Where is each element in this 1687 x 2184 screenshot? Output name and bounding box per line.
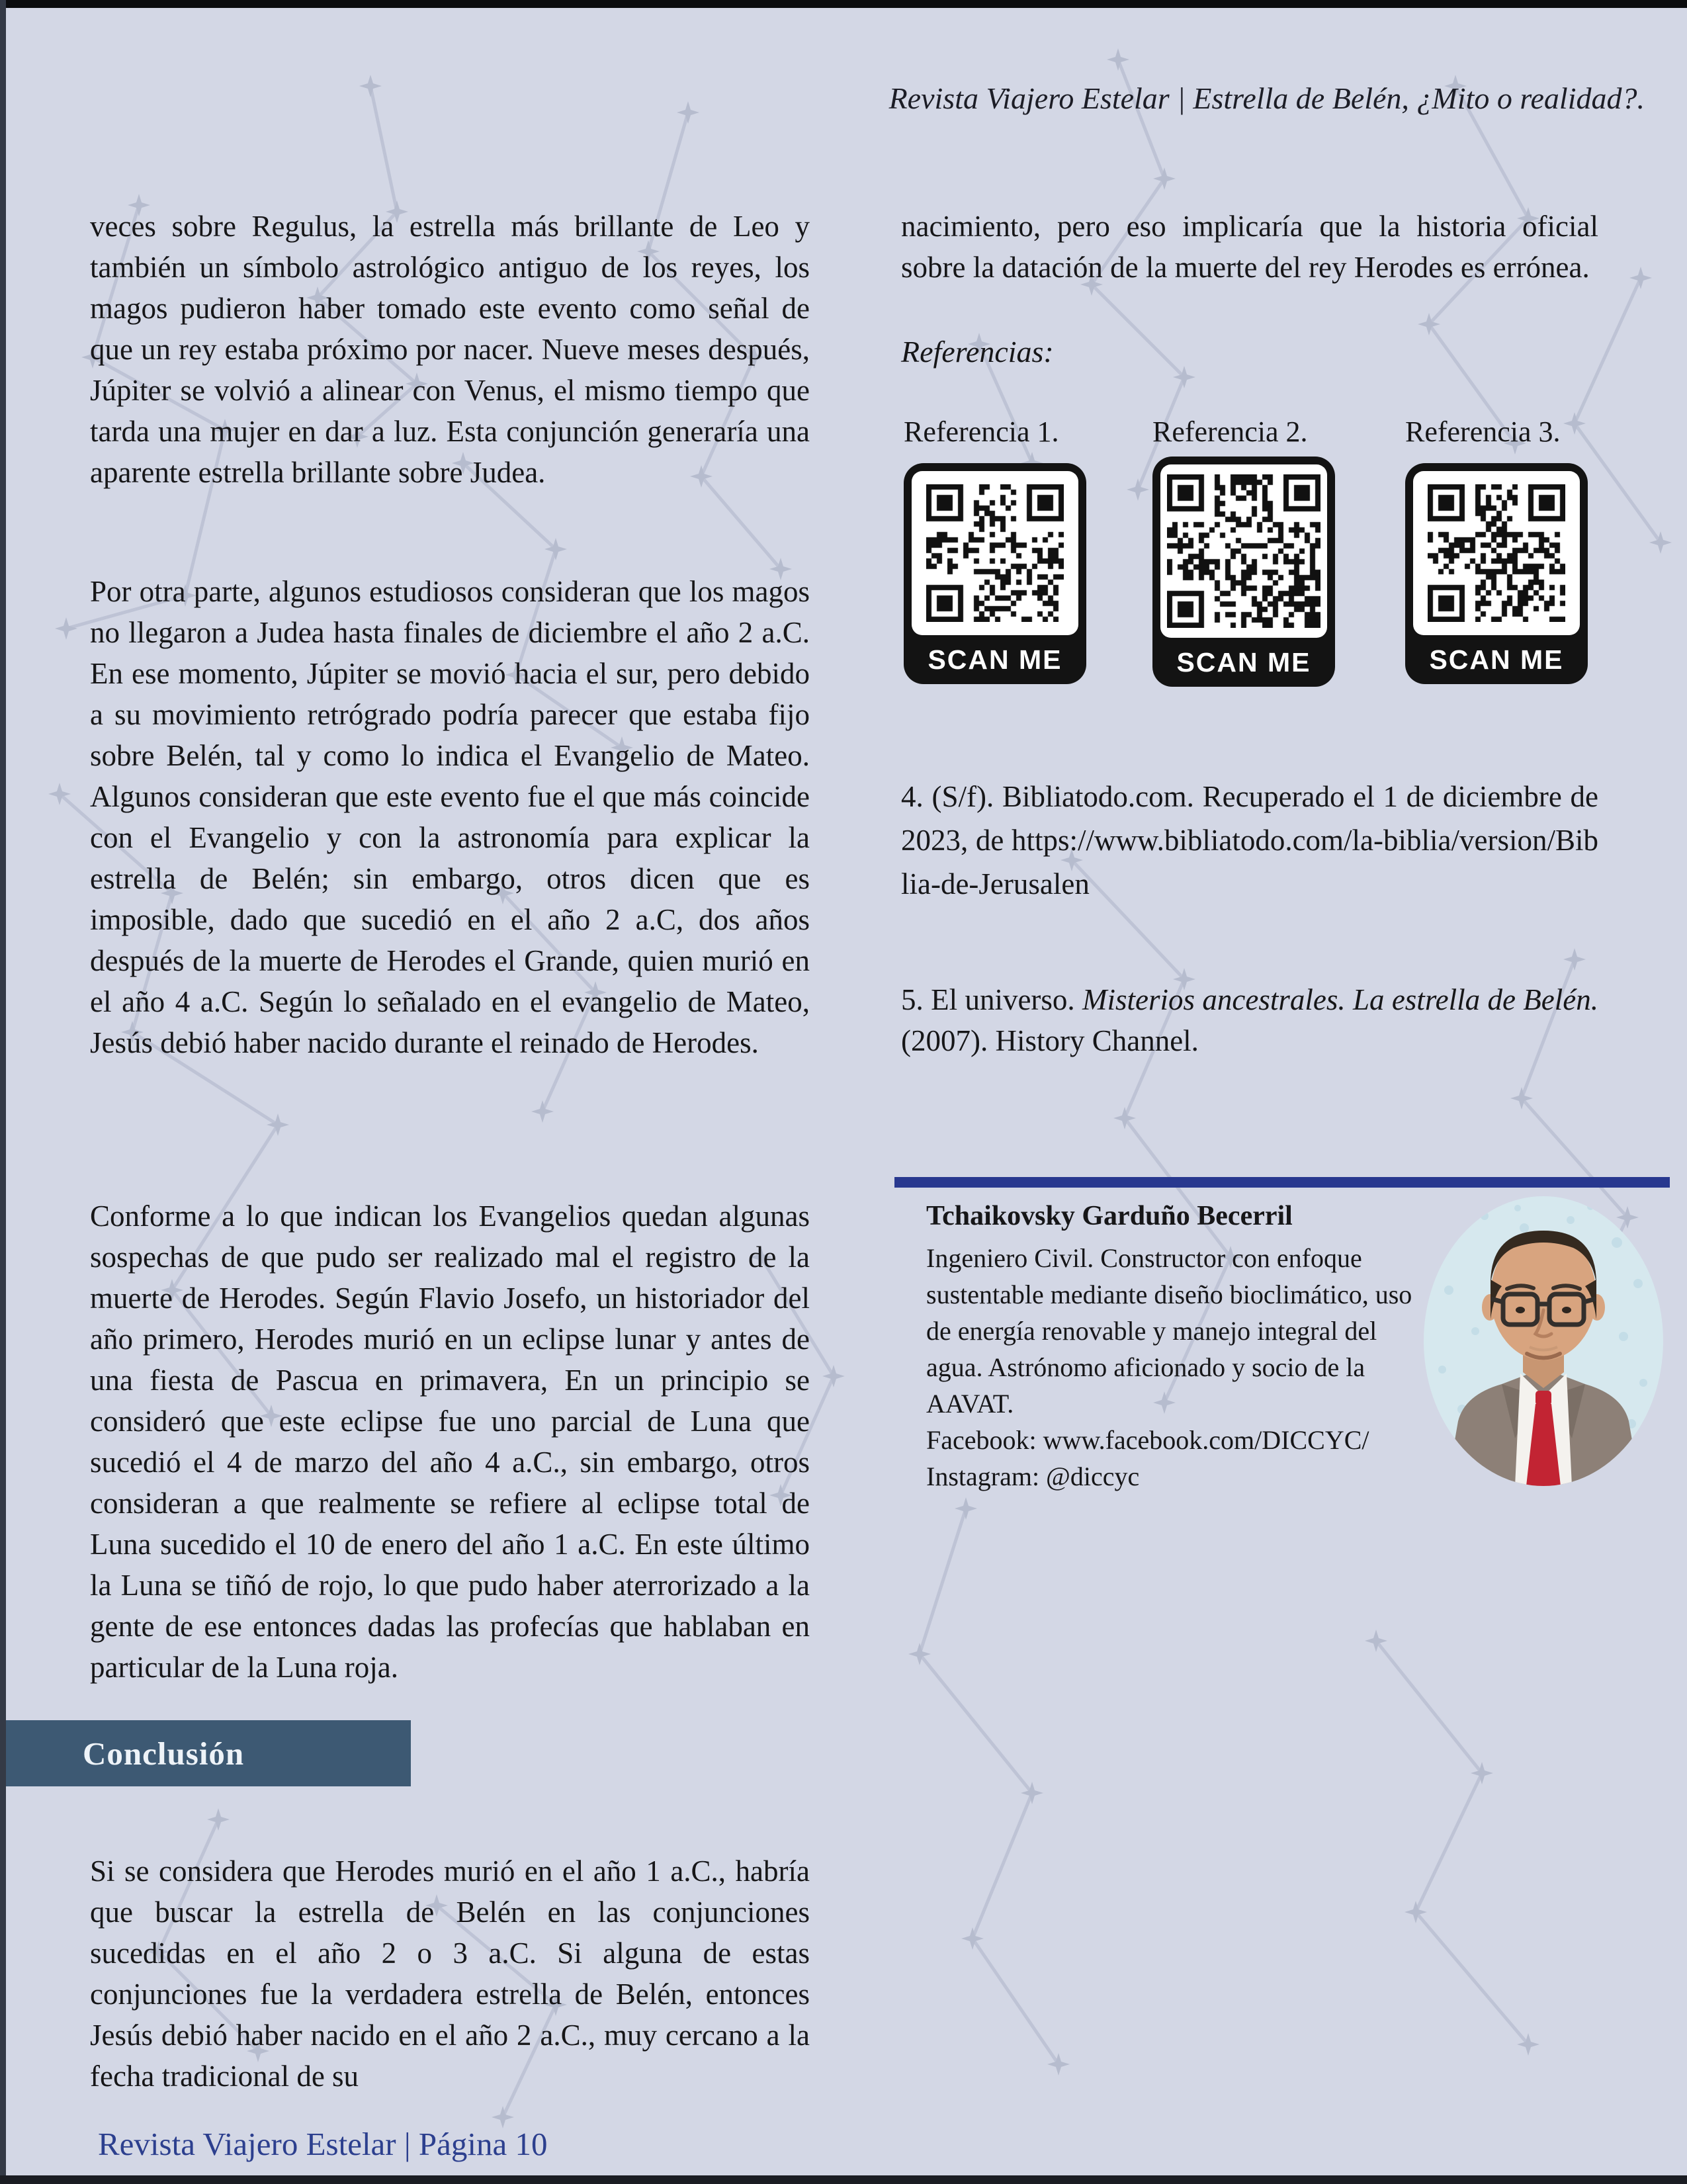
right-paragraph-1: nacimiento, pero eso implicaría que la historia oficial sobre la datación de la muerte del rey Herodes es errónea.	[901, 210, 1598, 284]
page-top-border	[0, 0, 1687, 8]
page-left-border	[0, 0, 6, 2184]
author-photo	[1424, 1196, 1663, 1486]
conclusion-section-bar	[6, 1720, 411, 1786]
qr-code-2	[1160, 464, 1327, 638]
qr-code-1	[912, 471, 1078, 635]
left-paragraph-2: Por otra parte, algunos estudiosos consideran que los magos no llegaron a Judea hasta finales de diciembre el año 2 a.C. En ese momento, Júpiter se movió hacia el sur, pero debido a su movimiento retrógrado podría parecer que estaba fijo sobre Belén, tal y como lo indica el Evangelio de Mateo. Algunos consideran que este evento fue el que más coincide con el Evangelio y con la astronomía para explicar la estrella de Belén; sin embargo, otros dicen que es imposible, dado que sucedió en el año 2 a.C, dos años después de la muerte de Herodes el Grande, quien murió en el año 4 a.C. Según lo señalado en el evangelio de Mateo, Jesús debió haber nacido durante el reinado de Herodes.	[90, 575, 810, 1059]
scan-me-label: SCAN ME	[1176, 646, 1311, 677]
author-bio-text: Ingeniero Civil. Constructor con enfoque sustentable mediante diseño bioclimático, uso de energía renovable y manejo integral del agua. Astrónomo aficionado y socio de la AAVAT.	[926, 1243, 1412, 1419]
author-facebook: Facebook: www.facebook.com/DICCYC/	[926, 1425, 1369, 1455]
author-name: Tchaikovsky Garduño Becerril	[926, 1201, 1293, 1231]
reference-3-caption: Referencia 3.	[1405, 415, 1561, 448]
left-paragraph-3: Conforme a lo que indican los Evangelios quedan algunas sospechas de que pudo ser realizado mal el registro de la muerte de Herodes. Según Flavio Josefo, un historiador del año primero, Herodes murió en un eclipse lunar y antes de una fiesta de Pascua en primavera, En un principio se consideró que este eclipse fue uno parcial de Luna que sucedió el 4 de marzo del año 4 a.C., sin embargo, otros consideran a que realmente se refiere al eclipse total de Luna sucedido el 10 de enero del año 1 a.C. En este último la Luna se tiñó de rojo, lo que pudo haber aterrorizado a la gente de ese entonces dadas las profecías que hablaban en particular de la Luna roja.	[90, 1200, 810, 1684]
qr-code-frame	[1405, 463, 1588, 684]
reference-3-qr-block	[1405, 417, 1588, 684]
reference-4-url: https://www.bibliatodo.com/la-biblia/version/Biblia-de-Jerusalen	[901, 824, 1598, 900]
page-bottom-border	[0, 2175, 1687, 2184]
header-title: Revista Viajero Estelar | Estrella de Belén, ¿Mito o realidad?.	[888, 81, 1645, 115]
left-paragraph-1: veces sobre Regulus, la estrella más brillante de Leo y también un símbolo astrológico antiguo de los reyes, los magos pudieron haber tomado este evento como señal de que un rey estaba próximo por nacer. Nueve meses después, Júpiter se volvió a alinear con Venus, el mismo tiempo que tarda una mujer en dar a luz. Esta conjunción generaría una aparente estrella brillante sobre Judea.	[90, 210, 810, 489]
reference-5-entry: 5. El universo. Misterios ancestrales. La estrella de Belén. (2007). History Channel.	[901, 983, 1598, 1057]
page-footer	[98, 2125, 548, 2163]
author-instagram: Instagram: @diccyc	[926, 1462, 1140, 1491]
reference-5-title: Misterios ancestrales. La estrella de Belén.	[1082, 983, 1598, 1016]
author-section-divider	[894, 1177, 1670, 1188]
scan-me-label: SCAN ME	[928, 644, 1062, 675]
conclusion-paragraph: Si se considera que Herodes murió en el año 1 a.C., habría que buscar la estrella de Belén en las conjunciones sucedidas en el año 2 o 3 a.C. Si alguna de estas conjunciones fue la verdadera estrella de Belén, entonces Jesús debió haber nacido en el año 2 a.C., muy cercano a la fecha tradicional de su	[90, 1855, 810, 2093]
scan-me-label: SCAN ME	[1429, 644, 1564, 675]
references-label: Referencias:	[901, 335, 1054, 369]
qr-code-frame	[1152, 457, 1335, 687]
reference-1-qr-block	[904, 417, 1086, 684]
author-bio-block	[926, 1199, 1430, 1495]
reference-2-qr-block	[1152, 417, 1335, 687]
footer-text: Revista Viajero Estelar | Página 10	[98, 2126, 548, 2162]
qr-code-3	[1413, 471, 1580, 635]
reference-1-caption: Referencia 1.	[904, 415, 1059, 448]
page-header	[695, 81, 1645, 116]
reference-2-caption: Referencia 2.	[1152, 415, 1308, 448]
reference-4-entry: 4. (S/f). Bibliatodo.com. Recuperado el 1 de diciembre de 2023, de https://www.bibliatodo.com/la-biblia/version/Biblia-de-Jerusalen	[901, 780, 1598, 900]
qr-code-frame	[904, 463, 1086, 684]
conclusion-heading: Conclusión	[83, 1735, 245, 1772]
